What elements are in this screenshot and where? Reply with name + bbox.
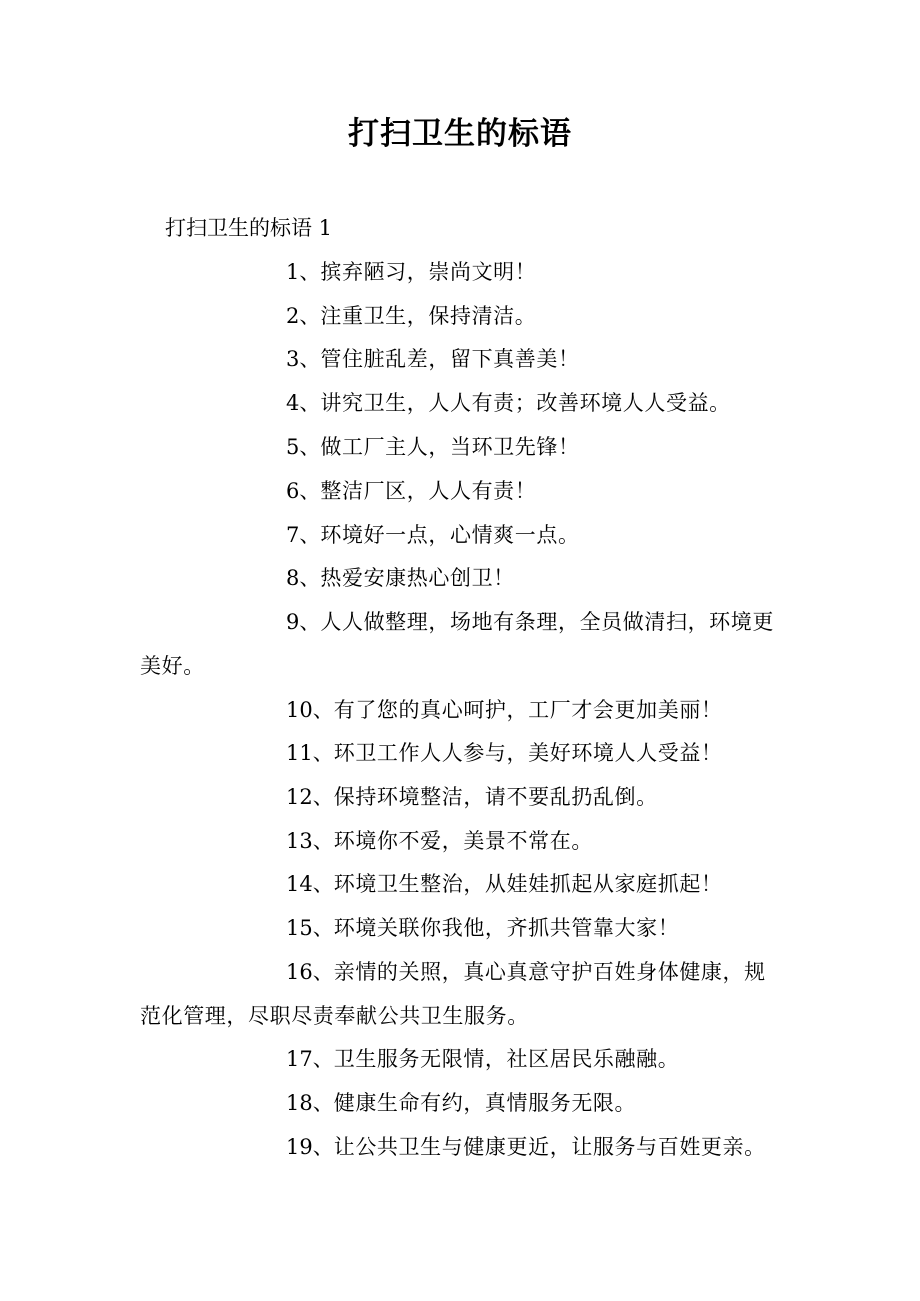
- slogan-item-15: [140, 906, 785, 950]
- item-text: 环卫工作人人参与，美好环境人人受益！: [333, 741, 723, 765]
- slogan-item-2: [140, 294, 785, 338]
- item-number: 18、: [286, 1091, 334, 1115]
- item-number: 3、: [286, 347, 321, 371]
- slogan-item-16: [140, 950, 785, 1038]
- slogan-item-6: [140, 469, 785, 513]
- slogan-item-1: [140, 250, 785, 294]
- item-number: 1、: [286, 260, 321, 284]
- section-heading: 打扫卫生的标语 1: [165, 216, 333, 240]
- item-text: 让公共卫生与健康更近，让服务与百姓更亲。: [333, 1135, 766, 1159]
- slogan-item-9: [140, 600, 785, 688]
- item-text: 环境你不爱，美景不常在。: [333, 829, 593, 853]
- slogan-item-18: [140, 1081, 785, 1125]
- item-number: 6、: [286, 479, 321, 503]
- slogan-item-3: [140, 337, 785, 381]
- item-number: 9、: [286, 610, 321, 634]
- item-number: 4、: [286, 391, 321, 415]
- item-text: 人人做整理，场地有条理，全员做清扫，环境更美好。: [140, 610, 774, 678]
- slogan-item-14: [140, 862, 785, 906]
- slogan-item-17: [140, 1037, 785, 1081]
- item-number: 12、: [286, 785, 334, 809]
- item-number: 8、: [286, 566, 321, 590]
- item-text: 环境关联你我他，齐抓共管靠大家！: [333, 916, 680, 940]
- item-text: 整洁厂区，人人有责！: [320, 479, 537, 503]
- item-number: 13、: [286, 829, 334, 853]
- slogan-item-8: [140, 556, 785, 600]
- item-number: 2、: [286, 304, 321, 328]
- item-text: 管住脏乱差，留下真善美！: [320, 347, 580, 371]
- item-text: 注重卫生，保持清洁。: [320, 304, 537, 328]
- slogan-item-10: [140, 688, 785, 732]
- item-text: 做工厂主人，当环卫先锋！: [320, 435, 580, 459]
- item-number: 17、: [286, 1047, 334, 1071]
- item-number: 14、: [286, 872, 334, 896]
- item-text: 热爱安康热心创卫！: [320, 566, 515, 590]
- slogan-item-4: [140, 381, 785, 425]
- item-text: 健康生命有约，真情服务无限。: [333, 1091, 637, 1115]
- slogan-item-11: [140, 731, 785, 775]
- item-number: 15、: [286, 916, 334, 940]
- item-text: 有了您的真心呵护，工厂才会更加美丽！: [333, 698, 723, 722]
- item-number: 19、: [286, 1135, 334, 1159]
- slogan-item-12: [140, 775, 785, 819]
- item-number: 10、: [286, 698, 334, 722]
- item-number: 11、: [286, 741, 334, 765]
- item-text: 保持环境整洁，请不要乱扔乱倒。: [333, 785, 658, 809]
- item-text: 摈弃陋习，崇尚文明！: [320, 260, 537, 284]
- item-text: 讲究卫生，人人有责；改善环境人人受益。: [320, 391, 731, 415]
- item-text: 环境好一点，心情爽一点。: [320, 523, 580, 547]
- item-number: 7、: [286, 523, 321, 547]
- item-text: 环境卫生整治，从娃娃抓起从家庭抓起！: [333, 872, 723, 896]
- item-number: 16、: [286, 960, 334, 984]
- slogan-item-19: [140, 1125, 785, 1169]
- item-text: 卫生服务无限情，社区居民乐融融。: [333, 1047, 680, 1071]
- document-title: 打扫卫生的标语: [348, 116, 572, 152]
- slogan-item-5: [140, 425, 785, 469]
- slogan-item-13: [140, 819, 785, 863]
- item-number: 5、: [286, 435, 321, 459]
- slogan-item-7: [140, 513, 785, 557]
- item-text: 亲情的关照，真心真意守护百姓身体健康，规范化管理，尽职尽责奉献公共卫生服务。: [140, 960, 766, 1028]
